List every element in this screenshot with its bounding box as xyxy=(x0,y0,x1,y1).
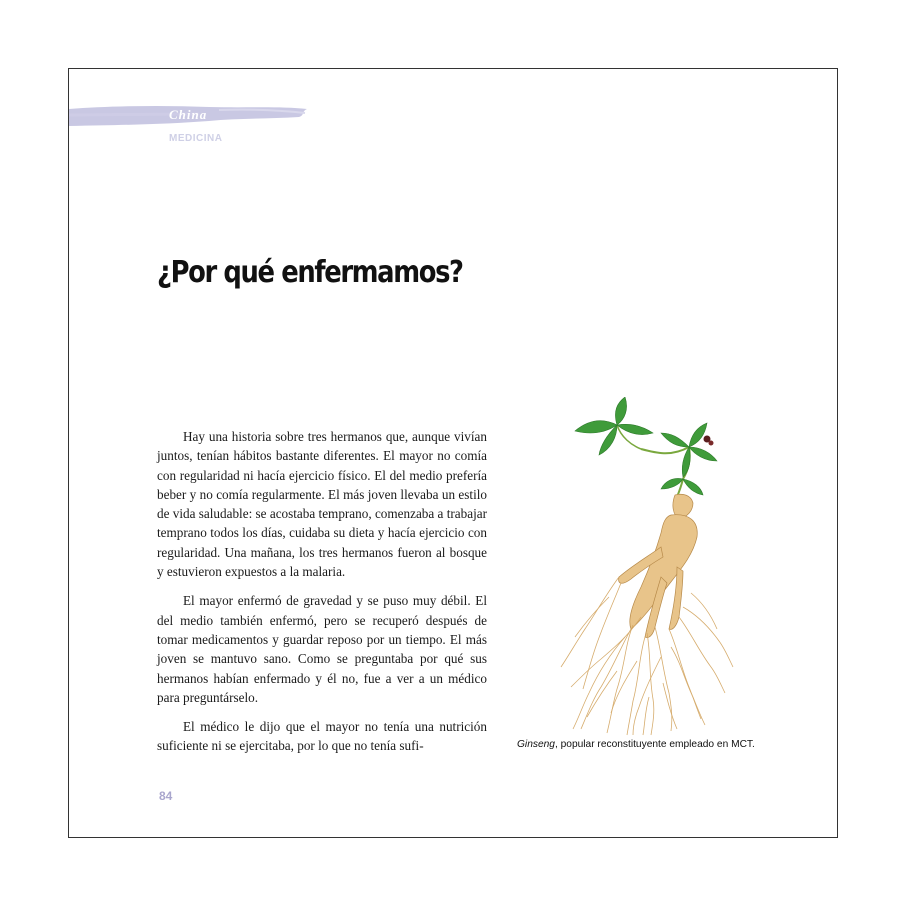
book-page xyxy=(68,68,838,838)
series-logo xyxy=(69,99,309,155)
ginseng-root xyxy=(619,494,698,637)
logo-china-text: China xyxy=(169,107,208,122)
paragraph: El médico le dijo que el mayor no tenía una nutrición suficiente ni se ejercitaba, por lo que no tenía sufi- xyxy=(157,719,487,754)
paragraph: Hay una historia sobre tres hermanos que, aunque vivían juntos, tenían hábitos bastante diferentes. El mayor no comía con regularidad ni hacía ejercicio físico. El del medio prefería beber y no comía regularmente. El más joven llevaba un estilo de vida saludable: se acostaba temprano, comenzaba a trabajar temprano todos los días, cuidaba su dieta y hacía ejercicio con regularidad. Una mañana, los tres hermanos fueron al bosque y estuvieron expuestos a la malaria. xyxy=(157,429,487,580)
ginseng-leaves xyxy=(575,397,717,497)
body-text xyxy=(157,427,487,766)
caption-text: , popular reconstituyente empleado en MCT. xyxy=(554,739,755,750)
ginseng-illustration xyxy=(521,397,751,737)
page-title: ¿Por qué enfermamos? xyxy=(157,255,463,290)
logo-small-text: CULTURA xyxy=(177,101,212,107)
caption-emphasis: Ginseng xyxy=(517,739,555,750)
logo-subtitle: MEDICINA xyxy=(169,133,223,144)
figure-caption xyxy=(517,737,757,752)
paragraph: El mayor enfermó de gravedad y se puso muy débil. El del medio también enfermó, pero se recuperó después de tomar medicamentos y guardar reposo por un tiempo. El más joven se mantuvo sano. Como se preguntaba por qué sus hermanos habían enfermado y él no, fue a ver a un médico para preguntárselo. xyxy=(157,593,487,705)
page-number: 84 xyxy=(159,789,173,803)
